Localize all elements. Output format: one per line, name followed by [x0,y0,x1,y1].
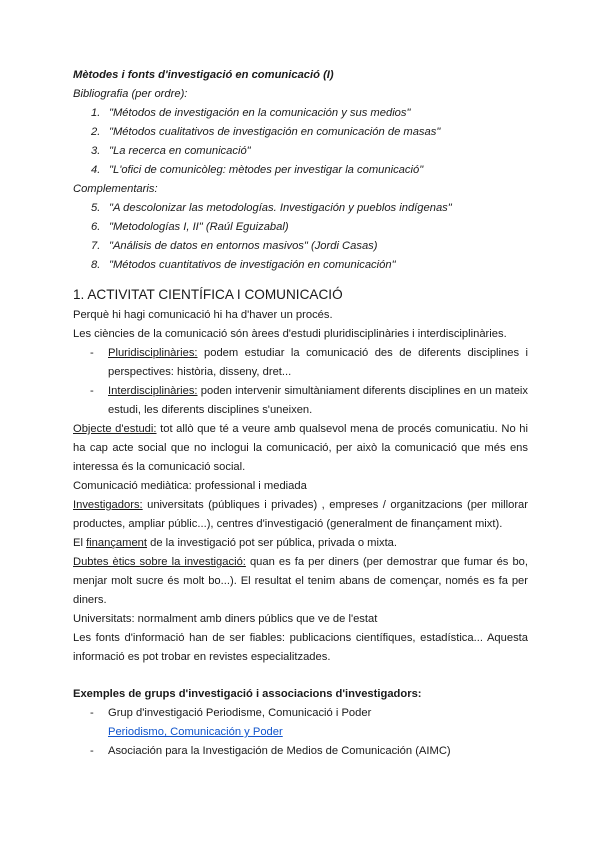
list-item: 1. "Métodos de investigación en la comunicación y sus medios" [91,107,411,119]
list-item: 8. "Métodos cuantitativos de investigación en comunicación" [91,259,396,271]
term: Objecte d'estudi: [73,423,157,435]
term: Pluridisciplinàries: [108,347,198,359]
list-item: 2. "Métodos cualitativos de investigación en comunicación de masas" [91,126,441,138]
paragraph: Universitats: normalment amb diners públics que ve de l'estat [73,613,378,625]
groups-heading: Exemples de grups d'investigació i associacions d'investigadors: [73,688,422,700]
paragraph: Comunicació mediàtica: professional i mediada [73,480,307,492]
list-item: 6. "Metodologías I, II" (Raúl Eguizabal) [91,221,289,233]
bibliography-label: Bibliografia (per ordre): [73,88,188,100]
paragraph-financament: El finançament de la investigació pot ser pública, privada o mixta. [73,537,398,549]
list-item: 3. "La recerca en comunicació" [91,145,251,157]
document-title: Mètodes i fonts d'investigació en comunicació (I) [73,69,334,81]
bibliography-list [73,104,528,180]
section-heading: 1. ACTIVITAT CIENTÍFICA I COMUNICACIÓ [73,287,343,302]
paragraph: Perquè hi hagi comunicació hi ha d'haver un procés. [73,309,333,321]
paragraph-dubtes: Dubtes ètics sobre la investigació: quan es fa per diners (per demostrar que fumar és bo, menjar molt sucre és molt bo...). El resultat el tenim abans de començar, només es fa per diners. [73,556,528,606]
term: Investigadors: [73,499,143,511]
complementary-label: Complementaris: [73,183,158,195]
paragraph: Les ciències de la comunicació són àrees d'estudi pluridisciplinàries i interdisciplinàries. [73,328,507,340]
term: Interdisciplinàries: [108,385,198,397]
term: finançament [86,537,148,549]
complementary-list [73,199,528,275]
list-item: 5. "A descolonizar las metodologías. Investigación y pueblos indígenas" [91,202,452,214]
list-item: - Asociación para la Investigación de Medios de Comunicación (AIMC) [90,745,451,757]
list-item: 7. "Análisis de datos en entornos masivos" (Jordi Casas) [91,240,378,252]
list-item: 4. "L'ofici de comunicòleg: mètodes per investigar la comunicació" [91,164,424,176]
paragraph-investigadors: Investigadors: universitats (públiques i privades) , empreses / organitzacions (per millorar productes, ampliar públic...), centres d'investigació (generalment de finançament mixt). [73,499,528,530]
bullet-interdisciplinaries: - Interdisciplinàries: poden intervenir simultàniament diferents disciplines en un mateix estudi, les diferents disciplines s'uneixen. [90,385,528,416]
paragraph-objecte: Objecte d'estudi: tot allò que té a veure amb qualsevol mena de procés comunicatiu. No hi ha cap acte social que no inclogui la comunicació, per això la comunicació que més ens interessa és la comunicació social. [73,423,528,473]
research-group-link[interactable]: Periodismo, Comunicación y Poder [108,726,283,738]
bullet-pluridisciplinaries: - Pluridisciplinàries: podem estudiar la comunicació des de diferents disciplines i perspectives: història, disseny, dret... [90,347,528,378]
paragraph: Les fonts d'informació han de ser fiables: publicacions científiques, estadística... Aquesta informació es pot trobar en revistes especialitzades. [73,632,528,663]
spacer [73,667,528,685]
list-item: - Grup d'investigació Periodisme, Comunicació i Poder Periodismo, Comunicación y Poder [90,707,372,738]
term: Dubtes ètics sobre la investigació: [73,556,246,568]
